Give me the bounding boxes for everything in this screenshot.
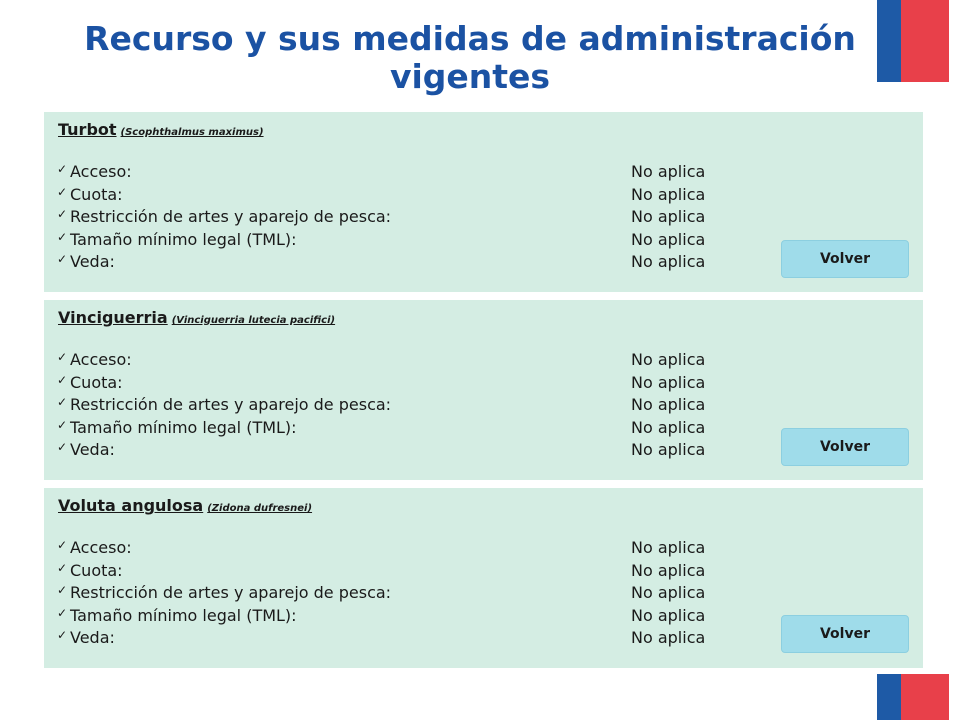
measure-value: No aplica bbox=[631, 628, 706, 647]
measure-value: No aplica bbox=[631, 583, 706, 602]
check-icon: ✓ bbox=[57, 628, 68, 642]
resource-scientific-name: (Vinciguerria lutecia pacifici) bbox=[171, 315, 336, 326]
check-icon: ✓ bbox=[57, 583, 68, 597]
measure-label: Acceso: bbox=[70, 162, 132, 181]
volver-button[interactable]: Volver bbox=[781, 615, 909, 653]
resource-heading bbox=[58, 308, 335, 327]
volver-button[interactable]: Volver bbox=[781, 240, 909, 278]
volver-button[interactable]: Volver bbox=[781, 428, 909, 466]
check-icon: ✓ bbox=[57, 229, 68, 244]
flag-logo-top bbox=[877, 0, 949, 82]
resource-name: Vinciguerria bbox=[58, 308, 168, 327]
check-icon: ✓ bbox=[57, 538, 68, 552]
check-icon: ✓ bbox=[57, 252, 68, 266]
measure-value: No aplica bbox=[631, 440, 706, 459]
resource-name: Voluta angulosa bbox=[58, 496, 204, 515]
flag-logo-bottom bbox=[877, 674, 949, 720]
measure-value: No aplica bbox=[631, 605, 706, 625]
measure-value: No aplica bbox=[631, 162, 706, 181]
measure-value: No aplica bbox=[631, 207, 706, 226]
check-icon: ✓ bbox=[57, 162, 68, 176]
resource-scientific-name: (Scophthalmus maximus) bbox=[120, 127, 264, 138]
measure-value: No aplica bbox=[631, 417, 706, 437]
measure-label: Acceso: bbox=[70, 538, 132, 557]
resource-panel-voluta-angulosa bbox=[44, 488, 923, 668]
measure-value: No aplica bbox=[631, 560, 706, 580]
check-icon: ✓ bbox=[57, 395, 68, 409]
measure-label: Veda: bbox=[70, 628, 115, 647]
measure-label: Cuota: bbox=[70, 184, 123, 204]
resource-heading bbox=[58, 120, 264, 139]
measure-label: Veda: bbox=[70, 440, 115, 459]
resource-name: Turbot bbox=[58, 120, 117, 139]
measure-label: Restricción de artes y aparejo de pesca: bbox=[70, 207, 392, 226]
measure-value: No aplica bbox=[631, 184, 706, 204]
check-icon: ✓ bbox=[57, 560, 68, 575]
measure-label: Restricción de artes y aparejo de pesca: bbox=[70, 395, 392, 414]
measure-label: Tamaño mínimo legal (TML): bbox=[70, 417, 297, 437]
measure-value: No aplica bbox=[631, 229, 706, 249]
measure-value: No aplica bbox=[631, 350, 706, 369]
resource-panel-vinciguerria bbox=[44, 300, 923, 480]
measure-label: Tamaño mínimo legal (TML): bbox=[70, 605, 297, 625]
check-icon: ✓ bbox=[57, 440, 68, 454]
page-title: Recurso y sus medidas de administración vigentes bbox=[84, 19, 856, 96]
resource-panel-turbot bbox=[44, 112, 923, 292]
measure-label: Cuota: bbox=[70, 372, 123, 392]
measure-label: Acceso: bbox=[70, 350, 132, 369]
check-icon: ✓ bbox=[57, 207, 68, 221]
resource-scientific-name: (Zidona dufresnei) bbox=[207, 503, 313, 514]
measure-label: Cuota: bbox=[70, 560, 123, 580]
measure-label: Restricción de artes y aparejo de pesca: bbox=[70, 583, 392, 602]
measure-value: No aplica bbox=[631, 252, 706, 271]
check-icon: ✓ bbox=[57, 372, 68, 387]
measure-value: No aplica bbox=[631, 538, 706, 557]
measure-label: Veda: bbox=[70, 252, 115, 271]
check-icon: ✓ bbox=[57, 417, 68, 432]
measure-label: Tamaño mínimo legal (TML): bbox=[70, 229, 297, 249]
check-icon: ✓ bbox=[57, 605, 68, 620]
resource-heading bbox=[58, 496, 312, 515]
measure-value: No aplica bbox=[631, 395, 706, 414]
check-icon: ✓ bbox=[57, 184, 68, 199]
check-icon: ✓ bbox=[57, 350, 68, 364]
measure-value: No aplica bbox=[631, 372, 706, 392]
